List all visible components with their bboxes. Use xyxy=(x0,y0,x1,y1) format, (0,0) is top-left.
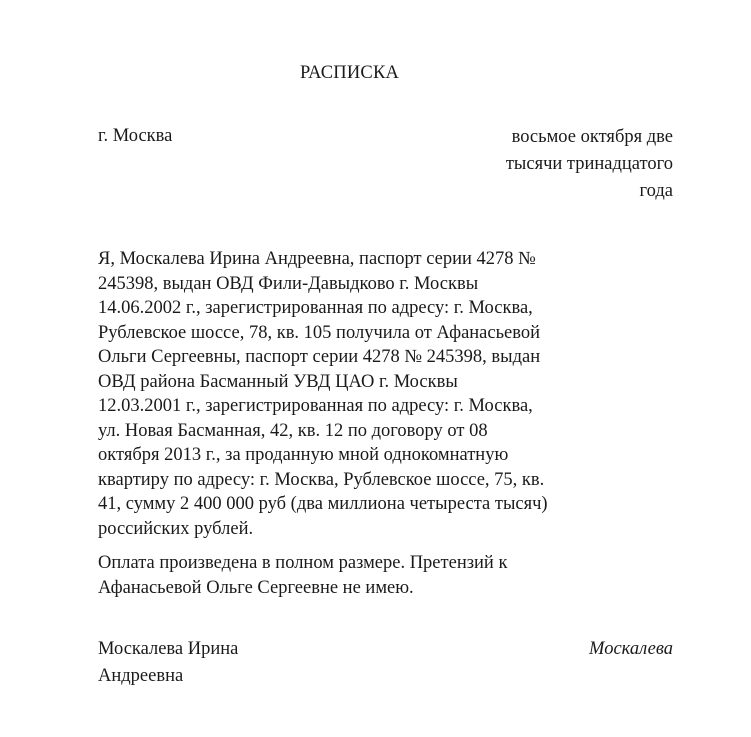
signer-name xyxy=(98,636,298,690)
body-line: октября 2013 г., за проданную мной однокомнатную xyxy=(98,445,509,465)
body-line: 245398, выдан ОВД Фили-Давыдково г. Москвы xyxy=(98,273,479,294)
body-line: Рублевское шоссе, 78, кв. 105 получила от Афанасьевой xyxy=(98,322,541,343)
date-block xyxy=(440,124,673,205)
body-line: 14.06.2002 г., зарегистрированная по адресу: г. Москва, xyxy=(98,298,533,318)
document-title: РАСПИСКА xyxy=(300,63,400,83)
signer-name-line: Андреевна xyxy=(98,666,184,686)
date-line: восьмое октября две xyxy=(511,127,673,147)
city: г. Москва xyxy=(98,126,173,146)
signer-name-line: Москалева Ирина xyxy=(98,639,239,659)
body-line: 41, сумму 2 400 000 руб (два миллиона четыреста тысяч) xyxy=(98,494,548,514)
body-line: 12.03.2001 г., зарегистрированная по адресу: г. Москва, xyxy=(98,396,533,416)
receipt-body xyxy=(98,247,618,541)
payment-line: Афанасьевой Ольге Сергеевне не имею. xyxy=(98,577,414,598)
payment-statement xyxy=(98,551,618,600)
body-line: Я, Москалева Ирина Андреевна, паспорт серии 4278 № xyxy=(98,249,536,269)
body-line: российских рублей. xyxy=(98,518,254,539)
date-line: тысячи тринадцатого xyxy=(505,154,673,174)
body-line: ОВД района Басманный УВД ЦАО г. Москвы xyxy=(98,371,458,392)
signature: Москалева xyxy=(589,639,673,659)
body-line: квартиру по адресу: г. Москва, Рублевское шоссе, 75, кв. xyxy=(98,469,545,490)
date-line: года xyxy=(639,181,673,201)
body-line: Ольги Сергеевны, паспорт серии 4278 № 245398, выдан xyxy=(98,347,541,367)
body-line: ул. Новая Басманная, 42, кв. 12 по договору от 08 xyxy=(98,420,488,441)
payment-line: Оплата произведена в полном размере. Претензий к xyxy=(98,553,508,573)
